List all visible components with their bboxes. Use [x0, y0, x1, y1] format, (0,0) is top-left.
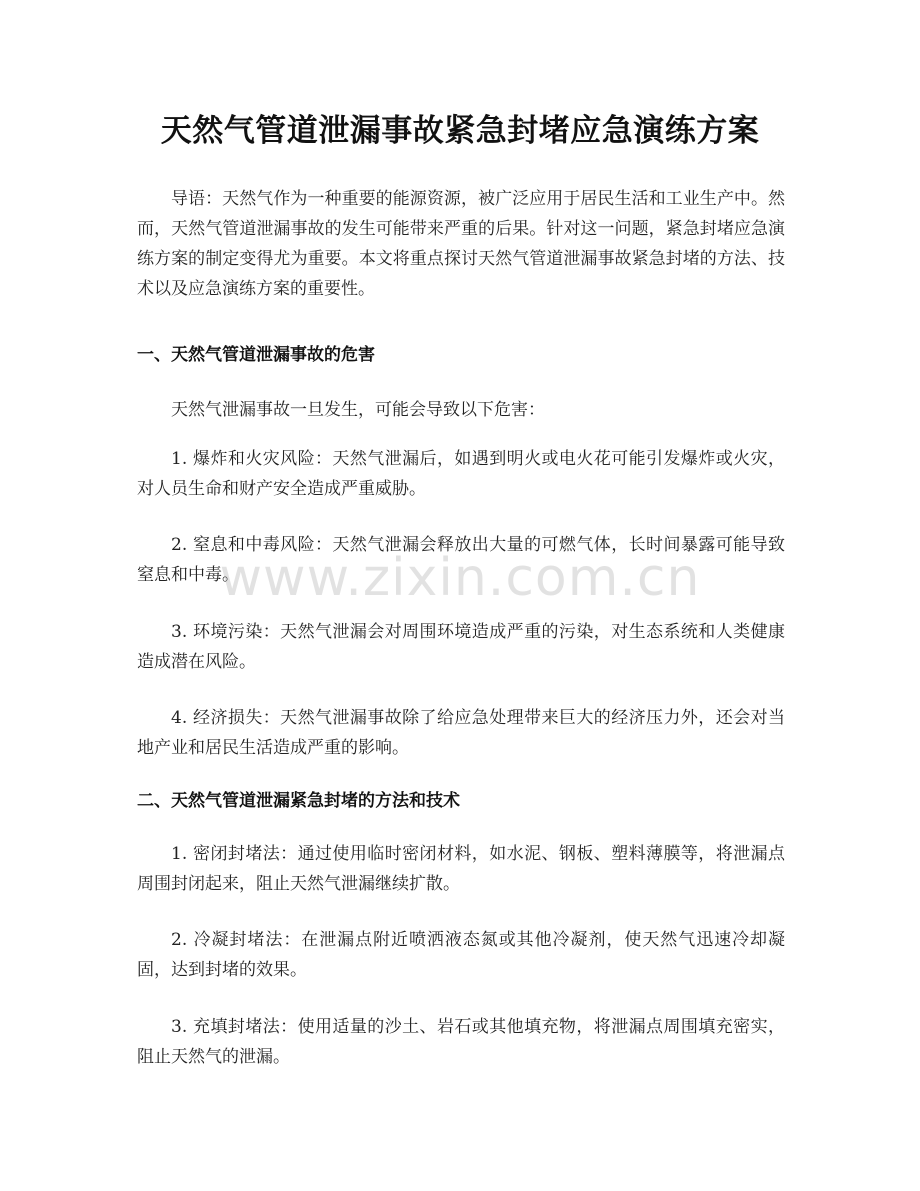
section-1-item-3: 3. 环境污染：天然气泄漏会对周围环境造成严重的污染，对生态系统和人类健康造成潜在风险。 [137, 622, 785, 672]
watermark: www.zixin.com.cn [219, 548, 701, 608]
intro-paragraph: 导语：天然气作为一种重要的能源资源，被广泛应用于居民生活和工业生产中。然而，天然气管道泄漏事故的发生可能带来严重的后果。针对这一问题，紧急封堵应急演练方案的制定变得尤为重要。本文将重点探讨天然气管道泄漏事故紧急封堵的方法、技术以及应急演练方案的重要性。 [137, 189, 785, 299]
document-title: 天然气管道泄漏事故紧急封堵应急演练方案 [160, 113, 760, 149]
section-1-item-4: 4. 经济损失：天然气泄漏事故除了给应急处理带来巨大的经济压力外，还会对当地产业和居民生活造成严重的影响。 [137, 708, 785, 758]
section-1-lead: 天然气泄漏事故一旦发生，可能会导致以下危害： [171, 400, 545, 420]
section-2-item-1: 1. 密闭封堵法：通过使用临时密闭材料，如水泥、钢板、塑料薄膜等，将泄漏点周围封闭起来，阻止天然气泄漏继续扩散。 [137, 844, 785, 894]
section-2-heading: 二、天然气管道泄漏紧急封堵的方法和技术 [137, 791, 460, 811]
section-1-item-1: 1. 爆炸和火灾风险：天然气泄漏后，如遇到明火或电火花可能引发爆炸或火灾，对人员生命和财产安全造成严重威胁。 [137, 449, 785, 499]
section-2-item-3: 3. 充填封堵法：使用适量的沙土、岩石或其他填充物，将泄漏点周围填充密实，阻止天然气的泄漏。 [137, 1017, 785, 1067]
section-1-item-2: 2. 窒息和中毒风险：天然气泄漏会释放出大量的可燃气体，长时间暴露可能导致窒息和中毒。 [137, 535, 785, 585]
section-2-item-2: 2. 冷凝封堵法：在泄漏点附近喷洒液态氮或其他冷凝剂，使天然气迅速冷却凝固，达到封堵的效果。 [137, 930, 785, 980]
section-1-heading: 一、天然气管道泄漏事故的危害 [137, 345, 375, 365]
